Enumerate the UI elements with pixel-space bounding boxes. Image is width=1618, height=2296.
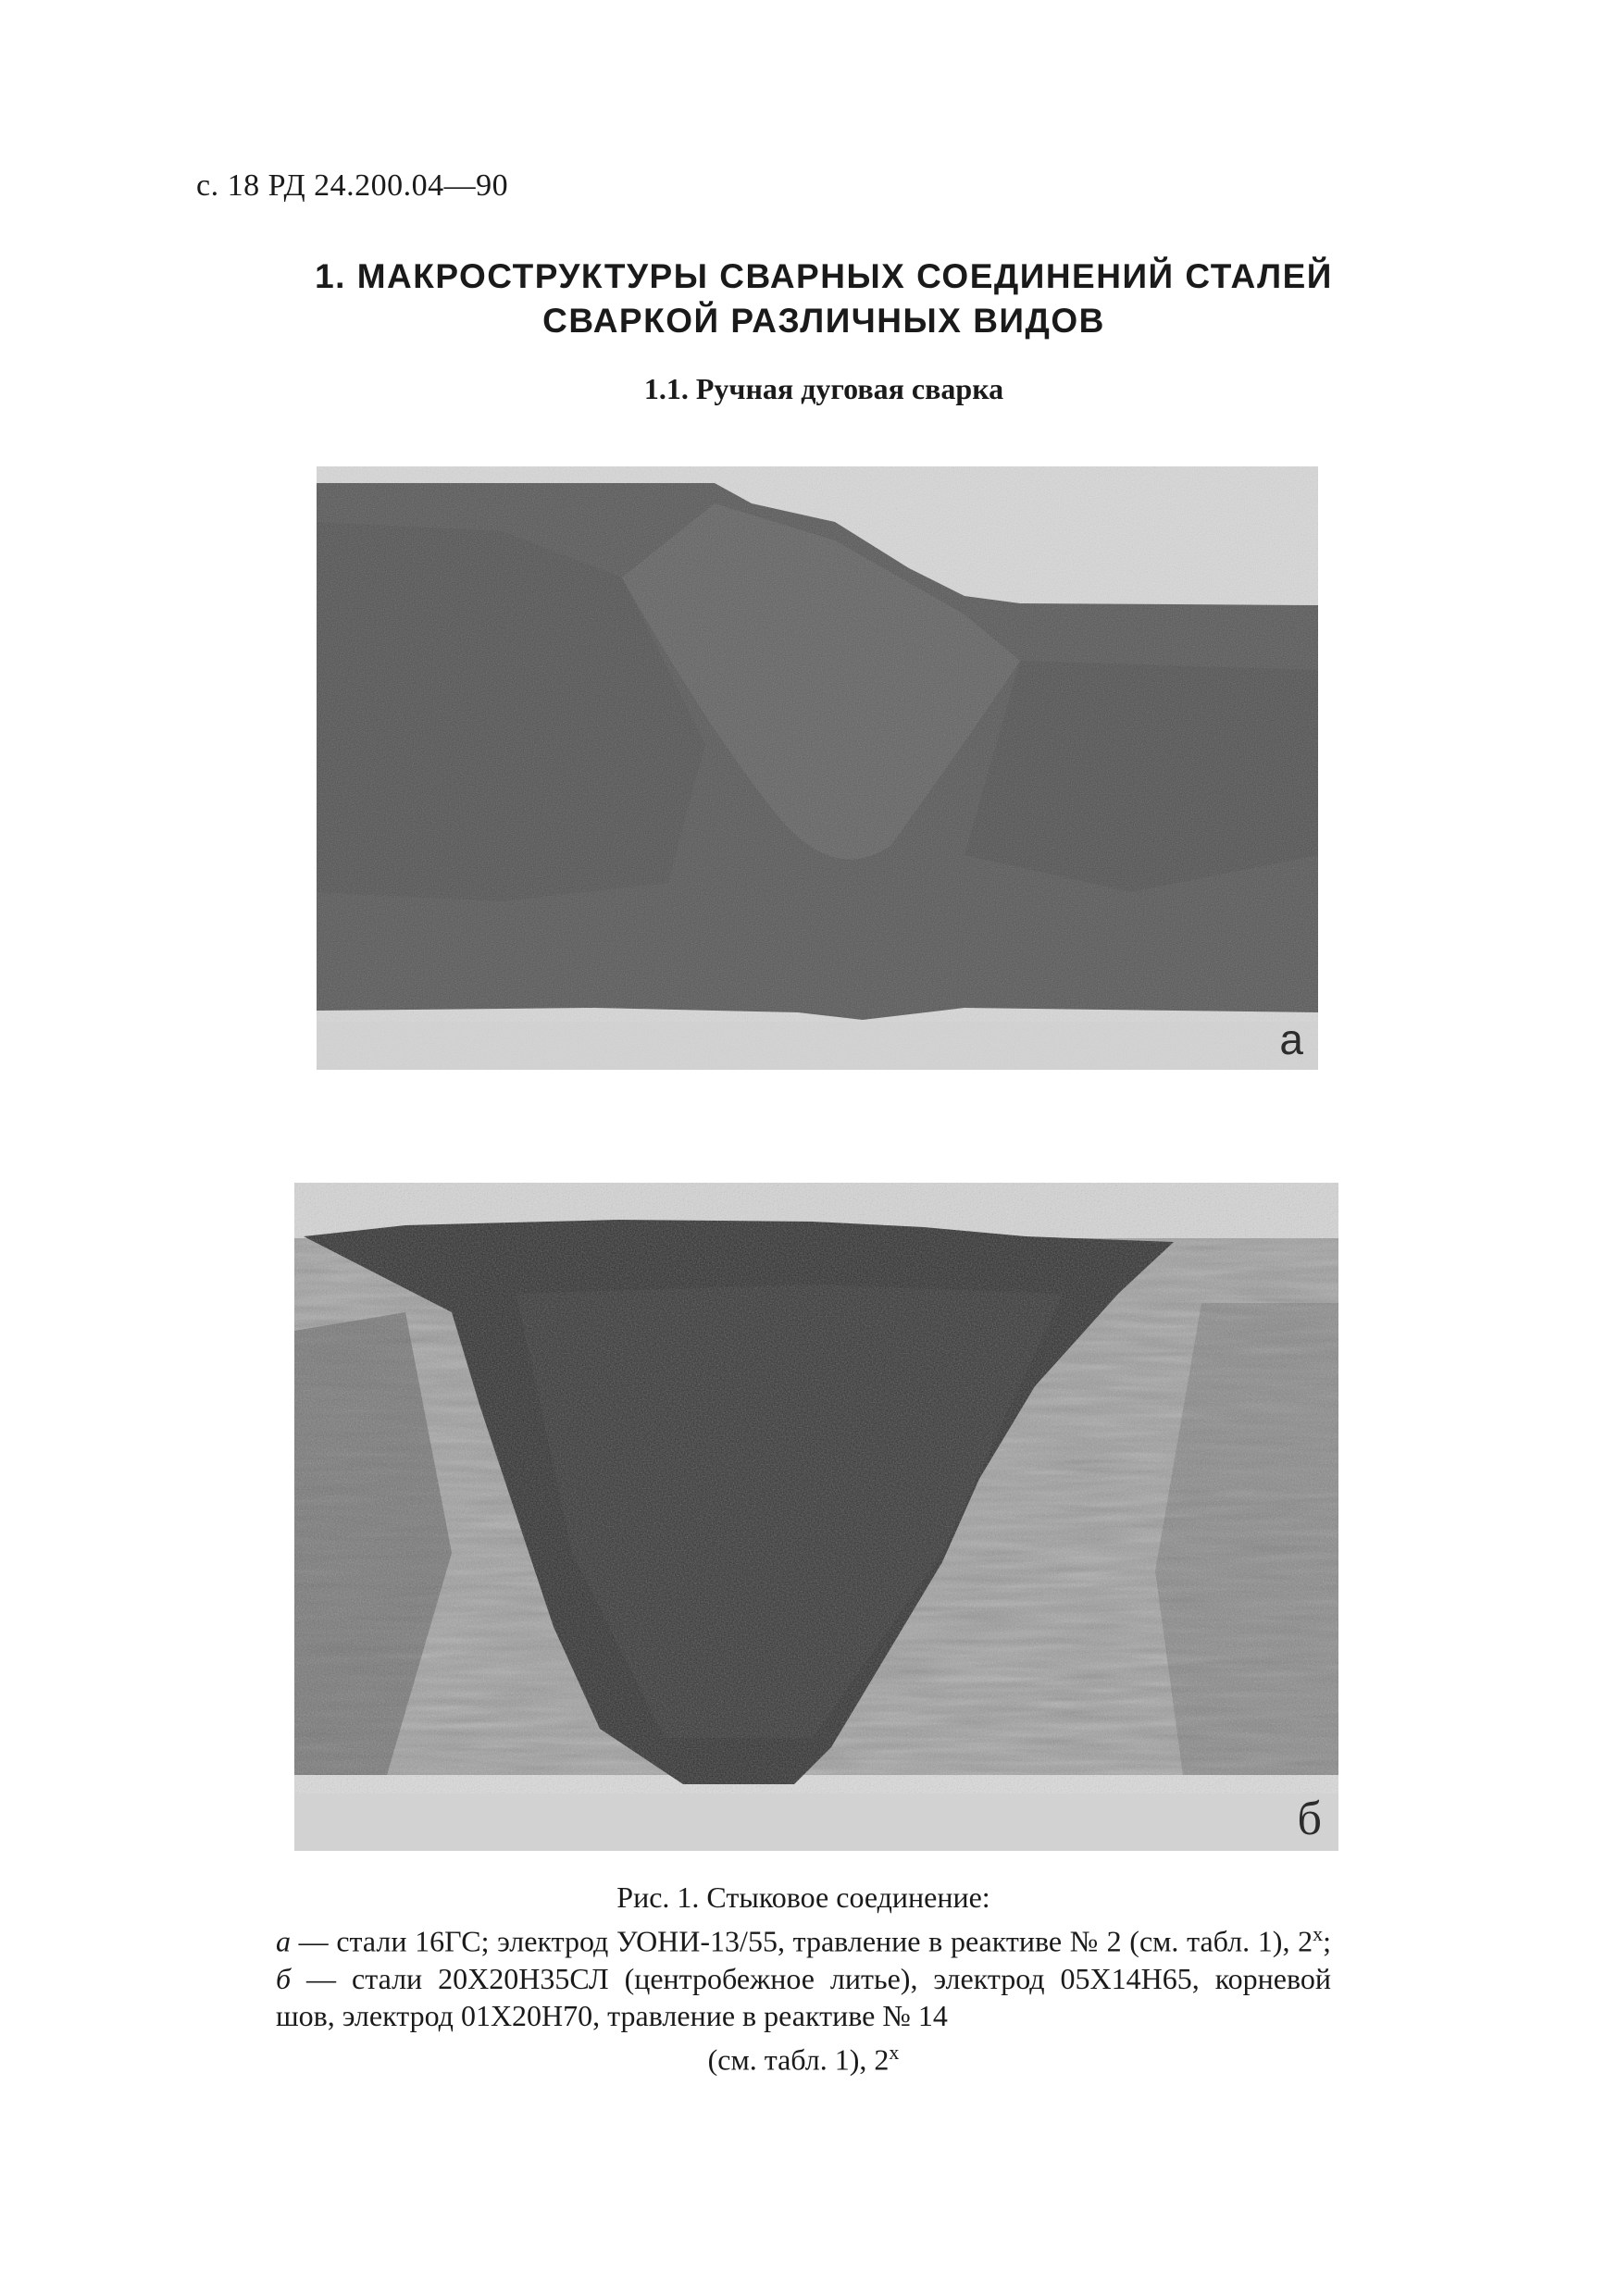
figure-a-photo bbox=[317, 466, 1318, 1070]
figure-b-photo bbox=[294, 1183, 1338, 1851]
caption-separator: ; bbox=[1323, 1924, 1331, 1958]
caption-last-sup: х bbox=[889, 2040, 900, 2064]
figure-b-image bbox=[294, 1183, 1338, 1851]
section-title-line-1: 1. МАКРОСТРУКТУРЫ СВАРНЫХ СОЕДИНЕНИЙ СТАЛЕЙ bbox=[315, 257, 1333, 295]
caption-last-line bbox=[276, 2034, 1331, 2079]
caption-b-letter: б bbox=[276, 1961, 292, 1995]
caption-title: Рис. 1. Стыковое соединение: bbox=[616, 1880, 990, 1914]
caption-a-text: — стали 16ГС; электрод УОНИ-13/55, травление в реактиве № 2 (см. табл. 1), 2 bbox=[291, 1924, 1313, 1958]
figure-caption bbox=[276, 1879, 1331, 2078]
caption-last-text: (см. табл. 1), 2 bbox=[707, 2042, 890, 2077]
section-title bbox=[278, 254, 1370, 343]
section-title-line-2: СВАРКОЙ РАЗЛИЧНЫХ ВИДОВ bbox=[542, 302, 1105, 340]
figure-a-image bbox=[317, 466, 1318, 1070]
page-header: с. 18 РД 24.200.04—90 bbox=[196, 168, 509, 203]
figure-a-label: а bbox=[1279, 1015, 1303, 1063]
figure-b-label: б bbox=[1297, 1793, 1322, 1845]
subsection-title: 1.1. Ручная дуговая сварка bbox=[643, 372, 1004, 405]
caption-a-letter: а bbox=[276, 1924, 291, 1958]
caption-b-text: — стали 20Х20Н35СЛ (центробежное литье), электрод 05Х14Н65, корневой шов, электрод 01Х20Н70, травление в реактиве № 14 bbox=[276, 1961, 1331, 2032]
caption-a-sup: х bbox=[1313, 1922, 1324, 1945]
